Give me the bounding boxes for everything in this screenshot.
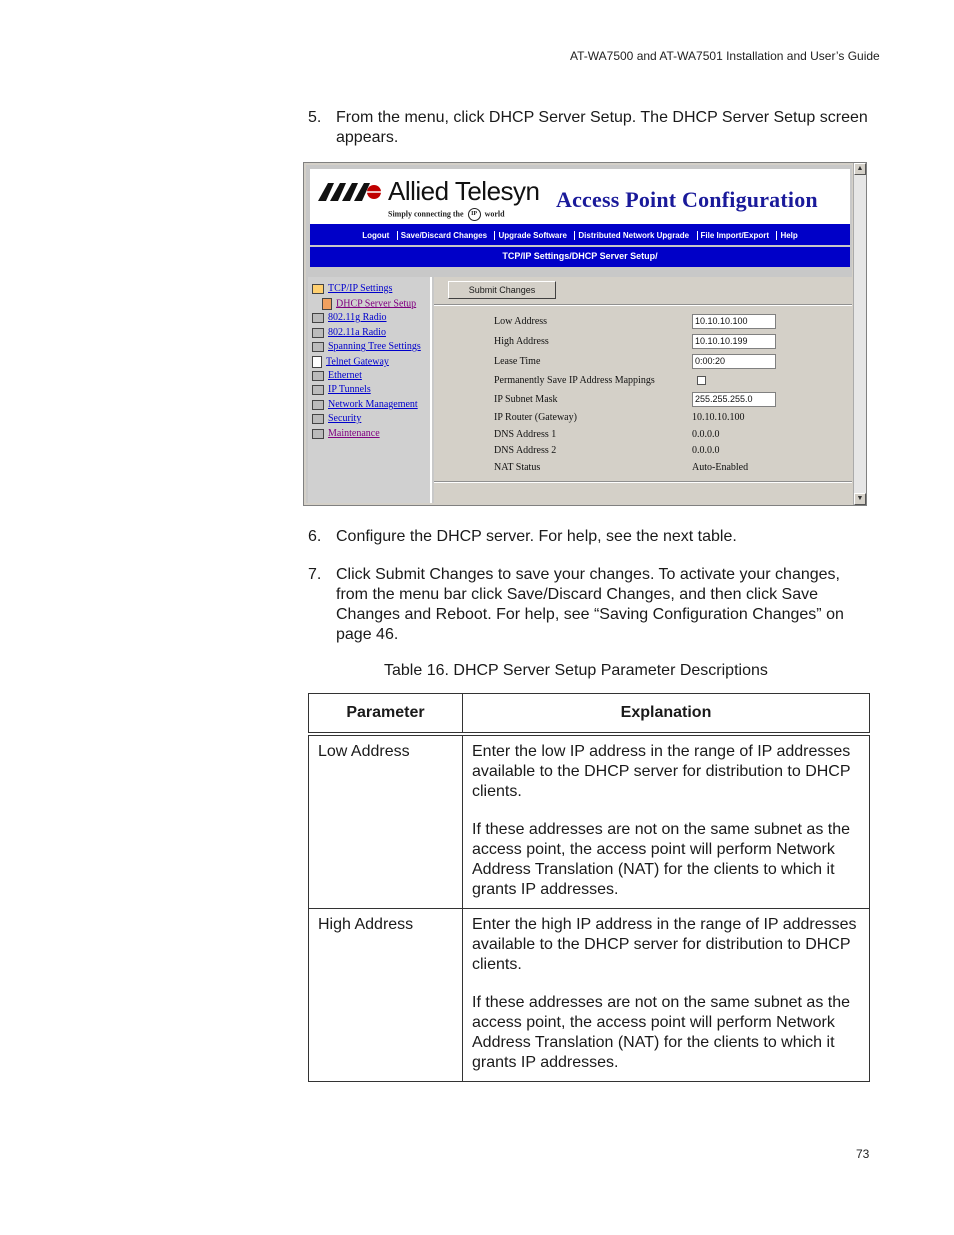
dhcp-server-setup-screenshot: [303, 162, 867, 506]
menu-file-import-export[interactable]: File Import/Export: [697, 231, 772, 240]
vertical-scrollbar[interactable]: [853, 163, 866, 505]
step-text: Click Submit Changes to save your changes. To activate your changes, from the menu bar click Save/Discard Changes, and then click Save Changes and Reboot. For help, see “Saving Configuration Changes” on page 46.: [336, 566, 844, 643]
field-ip-router: IP Router (Gateway) 10.10.10.100: [494, 412, 745, 423]
scroll-down-icon[interactable]: ▼: [854, 493, 866, 505]
step-7: [308, 565, 868, 645]
save-mappings-checkbox[interactable]: [697, 376, 706, 385]
app-title: Access Point Configuration: [556, 187, 818, 212]
nav-maintenance[interactable]: Maintenance: [312, 428, 380, 439]
menu-distributed-upgrade[interactable]: Distributed Network Upgrade: [574, 231, 692, 240]
step-text: Configure the DHCP server. For help, see the next table.: [336, 528, 737, 545]
subnet-mask-input[interactable]: 255.255.255.0: [692, 392, 776, 407]
step-number: 7.: [308, 566, 322, 583]
field-high-address: High Address 10.10.10.199: [494, 334, 854, 350]
table-caption: Table 16. DHCP Server Setup Parameter Descriptions: [384, 662, 768, 679]
divider: [434, 481, 852, 483]
nav-ethernet[interactable]: Ethernet: [312, 370, 362, 381]
document-icon: [322, 298, 332, 310]
parameter-cell: Low Address: [309, 734, 463, 909]
folder-icon: [312, 400, 324, 410]
banner: [310, 169, 850, 223]
high-address-input[interactable]: 10.10.10.199: [692, 334, 776, 349]
folder-icon: [312, 328, 324, 338]
column-header-explanation: Explanation: [463, 694, 870, 735]
document-icon: [312, 356, 322, 368]
folder-open-icon: [312, 284, 324, 294]
nav-80211g-radio[interactable]: 802.11g Radio: [312, 312, 387, 323]
divider: [434, 304, 852, 306]
menu-logout[interactable]: Logout: [362, 231, 390, 240]
content-pane: [434, 277, 852, 503]
table-row: [309, 734, 870, 909]
nav-ip-tunnels[interactable]: IP Tunnels: [312, 384, 371, 395]
running-header: AT-WA7500 and AT-WA7501 Installation and User’s Guide: [570, 49, 880, 63]
step-5: [308, 108, 868, 148]
folder-icon: [312, 313, 324, 323]
ip-circle-icon: IP: [468, 208, 481, 221]
sidebar-nav: [308, 277, 432, 503]
field-subnet-mask: IP Subnet Mask 255.255.255.0: [494, 392, 854, 408]
nav-telnet-gateway[interactable]: Telnet Gateway: [312, 356, 389, 368]
nav-security[interactable]: Security: [312, 413, 361, 424]
step-number: 5.: [308, 109, 322, 126]
nav-dhcp-server-setup[interactable]: DHCP Server Setup: [322, 298, 416, 310]
brand-name: Allied Telesyn: [388, 176, 540, 206]
explanation-paragraph: Enter the low IP address in the range of IP addresses available to the DHCP server for distribution to DHCP clients.: [472, 743, 851, 800]
allied-telesyn-logo-icon: [318, 181, 382, 203]
step-number: 6.: [308, 528, 322, 545]
column-header-parameter: Parameter: [309, 694, 463, 735]
page-path-bar: TCP/IP Settings/DHCP Server Setup/: [310, 247, 850, 267]
step-text: From the menu, click DHCP Server Setup. The DHCP Server Setup screen appears.: [336, 109, 868, 146]
explanation-cell: [463, 909, 870, 1082]
field-dns-1: DNS Address 1 0.0.0.0: [494, 429, 720, 440]
menu-help[interactable]: Help: [776, 231, 800, 240]
folder-icon: [312, 342, 324, 352]
scroll-up-icon[interactable]: ▲: [854, 163, 866, 175]
step-6: [308, 527, 868, 547]
folder-icon: [312, 429, 324, 439]
submit-changes-button[interactable]: Submit Changes: [448, 281, 556, 299]
page-number: 73: [856, 1147, 870, 1161]
menu-save-discard[interactable]: Save/Discard Changes: [397, 231, 490, 240]
lease-time-input[interactable]: 0:00:20: [692, 354, 776, 369]
folder-icon: [312, 414, 324, 424]
field-save-mappings: Permanently Save IP Address Mappings: [494, 373, 854, 389]
table-header-row: [309, 694, 870, 735]
nav-spanning-tree[interactable]: Spanning Tree Settings: [312, 341, 421, 352]
explanation-paragraph: If these addresses are not on the same subnet as the access point, the access point will perform Network Address Translation (NAT) for the clients to which it grants IP addresses.: [472, 821, 851, 898]
field-lease-time: Lease Time 0:00:20: [494, 354, 854, 370]
low-address-input[interactable]: 10.10.10.100: [692, 314, 776, 329]
folder-icon: [312, 371, 324, 381]
field-nat-status: NAT Status Auto-Enabled: [494, 462, 749, 473]
field-low-address: Low Address 10.10.10.100: [494, 314, 854, 330]
field-dns-2: DNS Address 2 0.0.0.0: [494, 445, 720, 456]
explanation-cell: [463, 734, 870, 909]
nav-network-management[interactable]: Network Management: [312, 399, 418, 410]
nav-tcpip-settings[interactable]: TCP/IP Settings: [312, 283, 392, 294]
explanation-paragraph: Enter the high IP address in the range of IP addresses available to the DHCP server for distribution to DHCP clients.: [472, 916, 857, 973]
tagline: Simply connecting the IP world: [388, 208, 505, 221]
explanation-paragraph: If these addresses are not on the same subnet as the access point, the access point will perform Network Address Translation (NAT) for the clients to which it grants IP addresses.: [472, 994, 851, 1071]
browser-viewport: [306, 165, 852, 503]
menu-bar: [310, 223, 850, 245]
parameter-cell: High Address: [309, 909, 463, 1082]
folder-icon: [312, 385, 324, 395]
menu-upgrade-software[interactable]: Upgrade Software: [494, 231, 569, 240]
table-row: [309, 909, 870, 1082]
nav-80211a-radio[interactable]: 802.11a Radio: [312, 327, 386, 338]
parameter-table: [308, 693, 870, 1082]
